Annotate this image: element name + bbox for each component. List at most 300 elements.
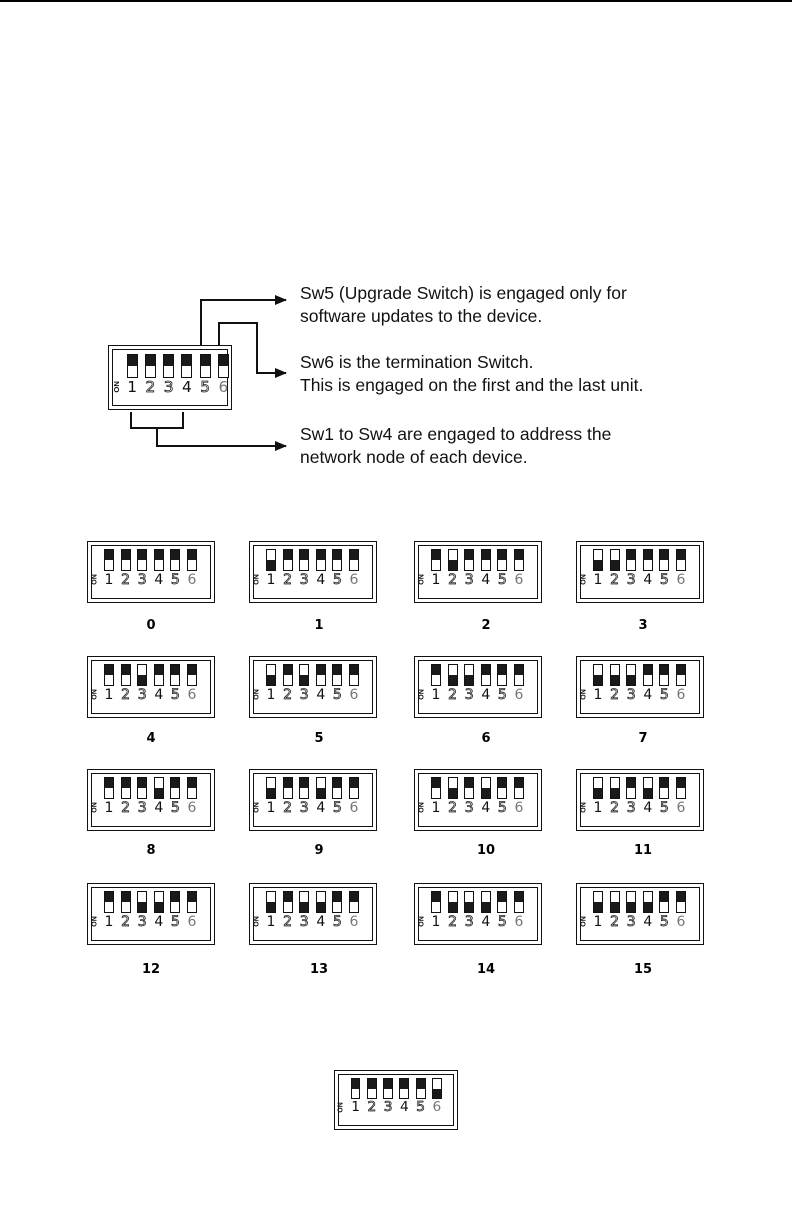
switch-1	[104, 777, 114, 799]
switch-1	[266, 664, 276, 686]
switch-3	[464, 777, 474, 799]
switch-number-5: 5	[170, 687, 180, 703]
switch-5	[170, 891, 180, 913]
switch-knob	[368, 1079, 376, 1089]
switch-number-5: 5	[659, 572, 669, 588]
switch-knob	[515, 665, 523, 675]
switch-4	[481, 891, 491, 913]
switch-3	[464, 664, 474, 686]
switch-knob	[122, 892, 130, 902]
switch-number-6: 6	[432, 1099, 442, 1116]
switch-knob	[644, 902, 652, 912]
switch-knob	[300, 675, 308, 685]
on-label: ON	[253, 689, 261, 700]
switch-number-5: 5	[659, 914, 669, 930]
switch-5	[170, 549, 180, 571]
address-dip-6	[414, 656, 542, 718]
switch-number-1: 1	[593, 914, 603, 930]
switch-3	[137, 891, 147, 913]
switch-knob	[465, 675, 473, 685]
switch-3	[299, 664, 309, 686]
address-caption-9: 9	[314, 843, 324, 858]
switch-4	[154, 664, 164, 686]
switch-4	[643, 891, 653, 913]
switch-1	[593, 664, 603, 686]
switch-knob	[128, 355, 137, 366]
switch-3	[137, 664, 147, 686]
switch-number-6: 6	[187, 687, 197, 703]
switch-knob	[352, 1079, 360, 1089]
switch-4	[316, 549, 326, 571]
address-dip-9	[249, 769, 377, 831]
switch-5	[497, 777, 507, 799]
switch-number-5: 5	[416, 1099, 425, 1116]
switch-knob	[105, 665, 113, 675]
address-dip-4	[87, 656, 215, 718]
switch-number-1: 1	[104, 914, 114, 930]
switch-knob	[482, 902, 490, 912]
switch-number-3: 3	[626, 687, 636, 703]
switch-2	[610, 891, 620, 913]
switch-knob	[644, 788, 652, 798]
switch-number-2: 2	[448, 572, 458, 588]
switch-4	[154, 549, 164, 571]
switch-knob	[317, 550, 325, 560]
switch-knob	[465, 778, 473, 788]
address-dip-8	[87, 769, 215, 831]
address-dip-7	[576, 656, 704, 718]
switch-6	[349, 664, 359, 686]
on-label: ON	[580, 689, 588, 700]
switch-4	[316, 777, 326, 799]
switch-knob	[267, 788, 275, 798]
switch-knob	[417, 1079, 425, 1089]
switch-number-1: 1	[593, 800, 603, 816]
switch-4	[181, 354, 192, 378]
switch-knob	[594, 560, 602, 570]
switch-number-1: 1	[593, 687, 603, 703]
switch-4	[643, 664, 653, 686]
switch-number-2: 2	[610, 572, 620, 588]
callout-sw6-line2: This is engaged on the first and the last unit.	[300, 375, 644, 395]
switch-number-3: 3	[299, 800, 309, 816]
switch-5	[170, 777, 180, 799]
address-caption-11: 11	[633, 843, 653, 858]
switch-2	[121, 891, 131, 913]
switch-number-4: 4	[154, 687, 164, 703]
address-dip-12	[87, 883, 215, 945]
switch-knob	[677, 892, 685, 902]
switch-knob	[594, 902, 602, 912]
switch-number-3: 3	[163, 378, 174, 396]
switch-knob	[333, 778, 341, 788]
switch-number-5: 5	[497, 914, 507, 930]
address-caption-12: 12	[141, 962, 161, 977]
address-caption-3: 3	[638, 618, 648, 633]
switch-knob	[677, 550, 685, 560]
address-dip-15	[576, 883, 704, 945]
switch-knob	[498, 550, 506, 560]
switch-3	[299, 891, 309, 913]
switch-number-2: 2	[448, 687, 458, 703]
switch-number-4: 4	[316, 914, 326, 930]
switch-knob	[155, 550, 163, 560]
switch-6	[514, 664, 524, 686]
on-label: ON	[91, 802, 99, 813]
switch-knob	[498, 665, 506, 675]
switch-number-3: 3	[626, 914, 636, 930]
switch-knob	[317, 665, 325, 675]
switch-5	[659, 549, 669, 571]
on-label: ON	[580, 574, 588, 585]
switch-number-6: 6	[349, 914, 359, 930]
switch-2	[448, 664, 458, 686]
switch-2	[283, 549, 293, 571]
switch-number-4: 4	[316, 687, 326, 703]
switch-number-1: 1	[104, 572, 114, 588]
switch-number-5: 5	[332, 687, 342, 703]
on-label: ON	[418, 689, 426, 700]
switch-knob	[201, 355, 210, 366]
switch-number-5: 5	[497, 800, 507, 816]
switch-1	[127, 354, 138, 378]
switch-number-1: 1	[431, 914, 441, 930]
on-label: ON	[253, 574, 261, 585]
switch-callout-diagram	[0, 0, 792, 520]
switch-knob	[105, 892, 113, 902]
switch-number-1: 1	[266, 687, 276, 703]
switch-knob	[188, 778, 196, 788]
switch-2	[283, 891, 293, 913]
switch-number-2: 2	[121, 800, 131, 816]
switch-5	[332, 891, 342, 913]
sw1-4-arrow	[157, 428, 286, 446]
switch-knob	[660, 892, 668, 902]
switch-6	[676, 664, 686, 686]
switch-number-5: 5	[170, 800, 180, 816]
switch-number-6: 6	[676, 800, 686, 816]
switch-knob	[138, 550, 146, 560]
switch-5	[200, 354, 211, 378]
switch-knob	[138, 778, 146, 788]
switch-5	[497, 664, 507, 686]
address-caption-15: 15	[633, 962, 653, 977]
switch-number-3: 3	[137, 800, 147, 816]
switch-number-3: 3	[464, 800, 474, 816]
switch-knob	[333, 665, 341, 675]
main-dip-switch	[108, 345, 232, 410]
switch-knob	[400, 1079, 408, 1089]
switch-knob	[482, 550, 490, 560]
switch-knob	[384, 1079, 392, 1089]
switch-knob	[267, 560, 275, 570]
switch-number-1: 1	[266, 800, 276, 816]
switch-knob	[171, 665, 179, 675]
switch-5	[497, 549, 507, 571]
callout-sw5-line2: software updates to the device.	[300, 306, 543, 326]
on-label: ON	[111, 381, 121, 394]
switch-knob	[164, 355, 173, 366]
switch-knob	[611, 788, 619, 798]
switch-2	[610, 549, 620, 571]
switch-number-3: 3	[137, 687, 147, 703]
switch-2	[121, 549, 131, 571]
switch-number-1: 1	[351, 1099, 360, 1116]
switch-5	[332, 549, 342, 571]
switch-1	[266, 891, 276, 913]
address-dip-14	[414, 883, 542, 945]
switch-number-6: 6	[349, 687, 359, 703]
switch-knob	[432, 892, 440, 902]
switch-3	[299, 777, 309, 799]
address-caption-14: 14	[476, 962, 496, 977]
address-caption-10: 10	[476, 843, 496, 858]
switch-number-2: 2	[610, 914, 620, 930]
switch-number-2: 2	[121, 687, 131, 703]
switch-knob	[482, 665, 490, 675]
switch-knob	[660, 665, 668, 675]
switch-6	[514, 891, 524, 913]
switch-knob	[432, 550, 440, 560]
switch-number-3: 3	[464, 914, 474, 930]
switch-4	[399, 1078, 409, 1100]
callout-sw1-4	[300, 423, 611, 469]
switch-number-4: 4	[181, 378, 192, 396]
switch-number-4: 4	[154, 800, 164, 816]
switch-knob	[515, 550, 523, 560]
switch-number-3: 3	[299, 687, 309, 703]
switch-number-6: 6	[514, 572, 524, 588]
switch-number-3: 3	[299, 572, 309, 588]
switch-knob	[498, 892, 506, 902]
callout-sw1-4-line2: network node of each device.	[300, 447, 528, 467]
sw1-4-bracket	[131, 412, 183, 428]
callout-sw5	[300, 282, 627, 328]
switch-number-6: 6	[676, 572, 686, 588]
switch-5	[659, 891, 669, 913]
on-label: ON	[91, 574, 99, 585]
switch-knob	[300, 778, 308, 788]
address-dip-2	[414, 541, 542, 603]
switch-4	[643, 777, 653, 799]
switch-5	[170, 664, 180, 686]
switch-knob	[146, 355, 155, 366]
address-caption-4: 4	[146, 731, 156, 746]
switch-6	[349, 549, 359, 571]
switch-knob	[627, 550, 635, 560]
switch-knob	[138, 675, 146, 685]
switch-number-2: 2	[283, 914, 293, 930]
switch-1	[104, 549, 114, 571]
address-caption-13: 13	[309, 962, 329, 977]
switch-number-2: 2	[610, 687, 620, 703]
switch-knob	[515, 892, 523, 902]
switch-number-5: 5	[200, 378, 211, 396]
switch-4	[154, 891, 164, 913]
switch-6	[676, 891, 686, 913]
switch-number-6: 6	[514, 687, 524, 703]
switch-number-4: 4	[400, 1099, 409, 1116]
switch-knob	[660, 778, 668, 788]
switch-number-2: 2	[448, 800, 458, 816]
switch-6	[676, 777, 686, 799]
switch-knob	[171, 778, 179, 788]
switch-knob	[644, 665, 652, 675]
switch-number-2: 2	[283, 800, 293, 816]
switch-knob	[122, 550, 130, 560]
switch-number-3: 3	[626, 800, 636, 816]
switch-number-2: 2	[121, 914, 131, 930]
switch-knob	[449, 788, 457, 798]
address-dip-1	[249, 541, 377, 603]
on-label: ON	[418, 916, 426, 927]
switch-1	[351, 1078, 361, 1100]
switch-knob	[284, 550, 292, 560]
switch-number-5: 5	[332, 800, 342, 816]
switch-knob	[284, 892, 292, 902]
switch-knob	[432, 665, 440, 675]
switch-number-4: 4	[154, 914, 164, 930]
switch-knob	[465, 550, 473, 560]
on-label: ON	[418, 802, 426, 813]
switch-2	[448, 549, 458, 571]
switch-3	[137, 549, 147, 571]
switch-knob	[350, 778, 358, 788]
callout-sw6	[300, 351, 643, 397]
address-caption-2: 2	[481, 618, 491, 633]
switch-6	[187, 549, 197, 571]
switch-5	[497, 891, 507, 913]
switch-4	[481, 777, 491, 799]
switch-knob	[677, 778, 685, 788]
termination-example-dip	[334, 1070, 458, 1130]
switch-number-4: 4	[154, 572, 164, 588]
switch-1	[431, 549, 441, 571]
switch-knob	[171, 892, 179, 902]
on-label: ON	[337, 1102, 345, 1113]
switch-knob	[105, 550, 113, 560]
switch-3	[464, 891, 474, 913]
switch-number-2: 2	[367, 1099, 377, 1116]
switch-knob	[627, 902, 635, 912]
switch-knob	[182, 355, 191, 366]
switch-3	[626, 664, 636, 686]
switch-number-3: 3	[137, 914, 147, 930]
switch-1	[431, 664, 441, 686]
switch-number-3: 3	[626, 572, 636, 588]
switch-2	[448, 777, 458, 799]
switch-knob	[188, 892, 196, 902]
switch-number-4: 4	[481, 914, 491, 930]
switch-number-3: 3	[464, 572, 474, 588]
switch-number-1: 1	[104, 687, 114, 703]
switch-6	[187, 777, 197, 799]
switch-knob	[432, 778, 440, 788]
switch-number-1: 1	[431, 687, 441, 703]
switch-3	[464, 549, 474, 571]
switch-knob	[350, 892, 358, 902]
callout-sw5-line1: Sw5 (Upgrade Switch) is engaged only for	[300, 283, 627, 303]
switch-knob	[594, 788, 602, 798]
switch-number-2: 2	[448, 914, 458, 930]
address-dip-13	[249, 883, 377, 945]
switch-number-4: 4	[643, 914, 653, 930]
switch-1	[104, 664, 114, 686]
address-dip-3	[576, 541, 704, 603]
switch-knob	[449, 902, 457, 912]
switch-number-4: 4	[643, 687, 653, 703]
switch-2	[121, 777, 131, 799]
switch-number-1: 1	[431, 800, 441, 816]
switch-2	[283, 664, 293, 686]
switch-number-2: 2	[610, 800, 620, 816]
switch-knob	[155, 788, 163, 798]
switch-2	[283, 777, 293, 799]
switch-knob	[627, 675, 635, 685]
address-caption-7: 7	[638, 731, 648, 746]
switch-number-5: 5	[170, 572, 180, 588]
switch-number-1: 1	[266, 572, 276, 588]
on-label: ON	[580, 916, 588, 927]
switch-6	[514, 549, 524, 571]
switch-number-5: 5	[659, 800, 669, 816]
switch-6	[349, 891, 359, 913]
switch-1	[266, 549, 276, 571]
switch-knob	[611, 560, 619, 570]
switch-2	[145, 354, 156, 378]
callout-sw6-line1: Sw6 is the termination Switch.	[300, 352, 534, 372]
switch-6	[218, 354, 229, 378]
switch-knob	[482, 788, 490, 798]
switch-number-5: 5	[332, 572, 342, 588]
switch-6	[349, 777, 359, 799]
switch-6	[432, 1078, 442, 1100]
switch-knob	[611, 675, 619, 685]
switch-knob	[122, 778, 130, 788]
address-dip-0	[87, 541, 215, 603]
switch-knob	[644, 550, 652, 560]
switch-number-1: 1	[431, 572, 441, 588]
on-label: ON	[253, 802, 261, 813]
switch-knob	[594, 675, 602, 685]
switch-number-6: 6	[514, 914, 524, 930]
switch-knob	[188, 665, 196, 675]
switch-number-6: 6	[187, 800, 197, 816]
switch-number-3: 3	[464, 687, 474, 703]
switch-knob	[267, 675, 275, 685]
on-label: ON	[91, 916, 99, 927]
switch-5	[416, 1078, 426, 1100]
switch-knob	[611, 902, 619, 912]
switch-knob	[433, 1089, 441, 1099]
switch-4	[481, 664, 491, 686]
switch-1	[104, 891, 114, 913]
switch-knob	[188, 550, 196, 560]
switch-number-1: 1	[593, 572, 603, 588]
switch-6	[514, 777, 524, 799]
switch-number-4: 4	[481, 800, 491, 816]
switch-knob	[317, 788, 325, 798]
address-caption-6: 6	[481, 731, 491, 746]
switch-2	[367, 1078, 377, 1100]
switch-number-6: 6	[514, 800, 524, 816]
switch-knob	[284, 778, 292, 788]
callout-sw1-4-line1: Sw1 to Sw4 are engaged to address the	[300, 424, 612, 444]
switch-number-6: 6	[676, 914, 686, 930]
switch-2	[610, 664, 620, 686]
switch-5	[659, 664, 669, 686]
address-dip-5	[249, 656, 377, 718]
